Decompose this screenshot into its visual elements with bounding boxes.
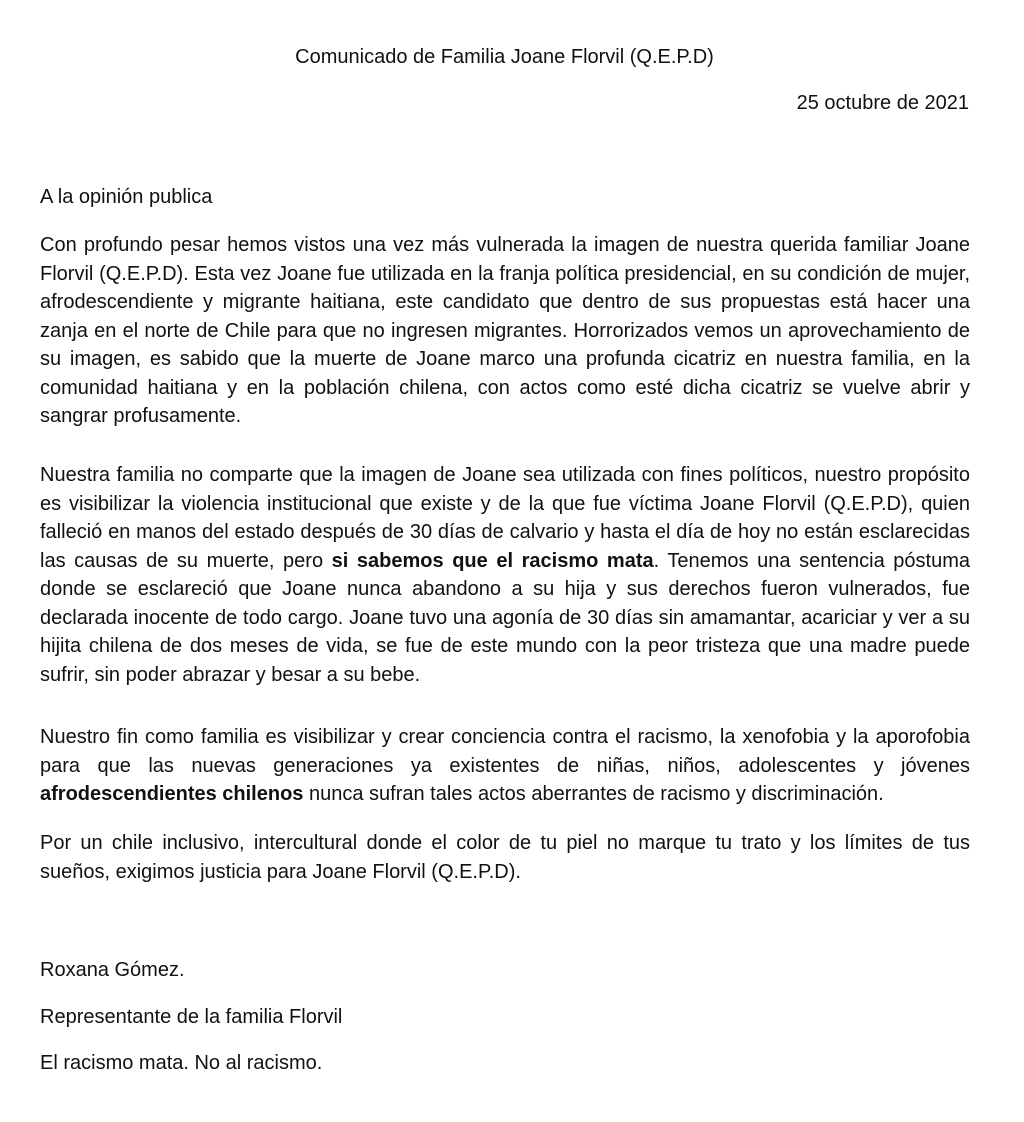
paragraph-4: Por un chile inclusivo, intercultural donde el color de tu piel no marque tu trato y los límites de tus sueños, exigimos justicia para Joane Florvil (Q.E.P.D). xyxy=(40,832,970,883)
paragraph-1: Con profundo pesar hemos vistos una vez más vulnerada la imagen de nuestra querida familiar Joane Florvil (Q.E.P.D). Esta vez Joane fue utilizada en la franja política presidencial, en su condición de mujer, afrodescendiente y migrante haitiana, este candidato que dentro de sus propuestas está hacer una zanja en el norte de Chile para que no ingresen migrantes. Horrorizados vemos un aprovechamiento de su imagen, es sabido que la muerte de Joane marco una profunda cicatriz en nuestra familia, en la comunidad haitiana y en la población chilena, con actos como esté dicha cicatriz se vuelve abrir y sangrar profusamente. xyxy=(40,234,970,427)
salutation: A la opinión publica xyxy=(40,186,213,208)
paragraph-2-bold-text: si sabemos que el racismo mata xyxy=(331,549,654,572)
document-title: Comunicado de Familia Joane Florvil (Q.E.P.D) xyxy=(295,46,714,68)
paragraph-2-text-start: Nuestra familia no comparte que la imagen de Joane sea utilizada con fines políticos, nuestro propósito es visibilizar la violencia institucional que existe y de la que fue víctima Joane Florvil (Q.E.P.D), quien falleció en manos del estado después de 30 días de calvario y hasta el día de hoy no están esclarecidas las causas de su muerte, pero xyxy=(40,464,970,572)
closing-motto: El racismo mata. No al racismo. xyxy=(40,1052,323,1074)
paragraph-3-text-start: Nuestro fin como familia es visibilizar y crear conciencia contra el racismo, la xenofobia y la aporofobia para que las nuevas generaciones ya existentes de niñas, niños, adolescentes y jóvenes xyxy=(40,726,970,777)
paragraph-3 xyxy=(40,723,970,809)
paragraph-3-text-end: nunca sufran tales actos aberrantes de racismo y discriminación. xyxy=(303,783,884,805)
paragraph-2 xyxy=(40,461,970,689)
signature-name: Roxana Gómez. xyxy=(40,959,185,981)
paragraph-2-text-end: . Tenemos una sentencia póstuma donde se esclareció que Joane nunca abandono a su hija y sus derechos fueron vulnerados, fue declarada inocente de todo cargo. Joane tuvo una agonía de 30 días sin amamantar, acariciar y ver a su hijita chilena de dos meses de vida, se fue de este mundo con la peor tristeza que una madre puede sufrir, sin poder abrazar y besar a su bebe. xyxy=(40,549,970,686)
signature-role: Representante de la familia Florvil xyxy=(40,1006,343,1028)
document-date: 25 octubre de 2021 xyxy=(796,92,969,114)
paragraph-3-bold-text: afrodescendientes chilenos xyxy=(40,783,304,805)
